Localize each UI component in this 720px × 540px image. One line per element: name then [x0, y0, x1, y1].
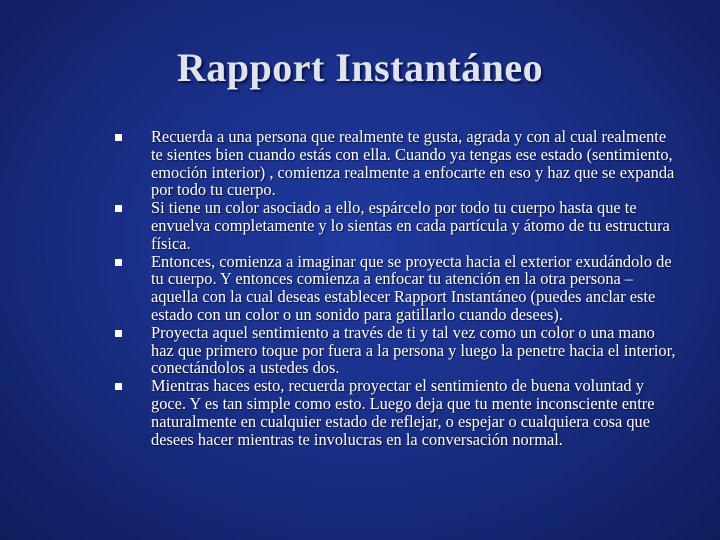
- bullet-item: [110, 324, 680, 377]
- bullet-list: [110, 128, 680, 448]
- square-bullet-icon: [115, 259, 122, 266]
- square-bullet-icon: [115, 330, 122, 337]
- bullet-text: Si tiene un color asociado a ello, espárcelo por todo tu cuerpo hasta que te envuelva completamente y lo sientas en cada partícula y átomo de tu estructura física.: [151, 198, 670, 253]
- slide-title: Rapport Instantáneo: [176, 45, 544, 90]
- bullet-item: [110, 199, 680, 252]
- square-bullet-icon: [115, 134, 122, 141]
- bullet-text: Recuerda a una persona que realmente te gusta, agrada y con al cual realmente te sientes bien cuando estás con ella. Cuando ya tengas ese estado (sentimiento, emoción interior) , comienza realmente a enfocarte en eso y haz que se expanda por todo tu cuerpo.: [151, 127, 675, 200]
- square-bullet-icon: [115, 383, 122, 390]
- bullet-item: [110, 377, 680, 448]
- bullet-item: [110, 253, 680, 324]
- square-bullet-icon: [115, 205, 122, 212]
- bullet-text: Proyecta aquel sentimiento a través de ti y tal vez como un color o una mano haz que primero toque por fuera a la persona y luego la penetre hacia el interior, conectándolos a ustedes dos.: [151, 322, 676, 378]
- bullet-item: [110, 128, 680, 199]
- bullet-text: Mientras haces esto, recuerda proyectar el sentimiento de buena voluntad y goce. Y es tan simple como esto. Luego deja que tu mente inconsciente entre naturalmente en cualquier estado de reflejar, o espejar o cualquiera cosa que desees hacer mientras te involucras en la conversación normal.: [151, 376, 655, 449]
- bullet-text: Entonces, comienza a imaginar que se proyecta hacia el exterior exudándolo de tu cuerpo. Y entonces comienza a enfocar tu atención en la otra persona –aquella con la cual deseas establecer Rapport Instantáneo (puedes anclar este estado con un color o un sonido para gatillarlo cuando desees).: [151, 251, 672, 324]
